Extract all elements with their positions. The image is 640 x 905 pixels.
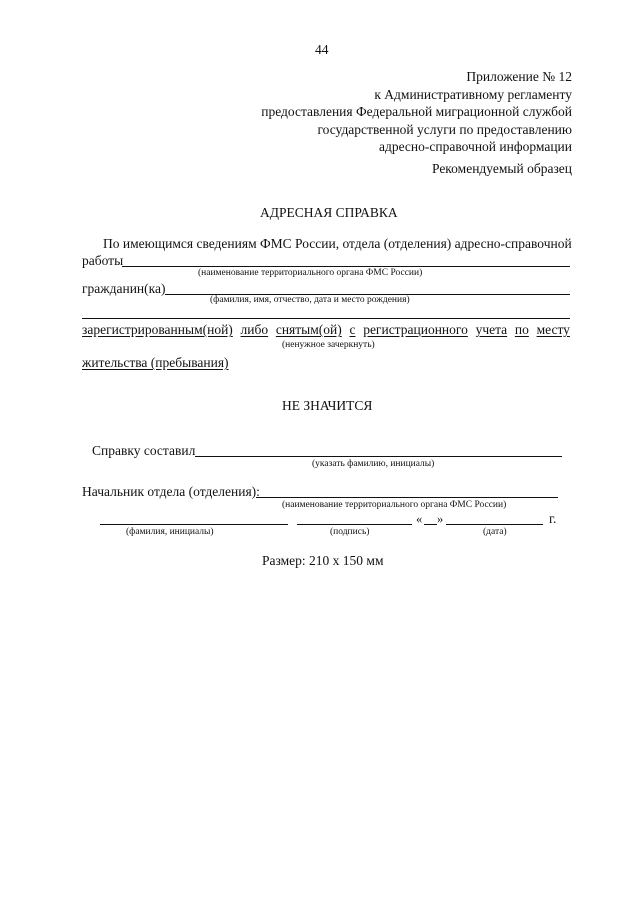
quote-open: « [416, 512, 423, 526]
registration-line-2: жительства (пребывания) [82, 355, 229, 370]
chief-field-hint: (наименование территориального органа ФМС России) [282, 500, 507, 510]
registration-word: зарегистрированным(ной) [82, 322, 233, 337]
citizen-field-hint: (фамилия, имя, отчество, дата и место рождения) [210, 295, 410, 305]
registration-word: по [514, 322, 529, 337]
signature-field-hint: (подпись) [330, 527, 370, 537]
registration-word: учета [475, 322, 508, 337]
compiled-field-hint: (указать фамилию, инициалы) [312, 459, 435, 469]
appendix-line-4: государственной услуги по предоставлению [317, 121, 572, 137]
compiled-field-line[interactable] [195, 456, 562, 457]
chief-field-line[interactable] [256, 497, 558, 498]
chief-label: Начальник отдела (отделения): [82, 484, 260, 499]
document-title: АДРЕСНАЯ СПРАВКА [260, 205, 398, 220]
signature-field-line[interactable] [297, 524, 412, 525]
work-field-line[interactable] [122, 266, 570, 267]
name-field-line[interactable] [100, 524, 288, 525]
appendix-line-2: к Административному регламенту [374, 86, 572, 102]
work-field-hint: (наименование территориального органа ФМС России) [198, 268, 423, 278]
registration-word: либо [240, 322, 269, 337]
appendix-line-5: адресно-справочной информации [378, 139, 572, 154]
date-field-line[interactable] [446, 524, 543, 525]
intro-line-1: По имеющимся сведениям ФМС России, отдела (отделения) адресно-справочной [103, 236, 572, 251]
compiled-label: Справку составил [92, 443, 196, 458]
citizen-label: гражданин(ка) [82, 281, 166, 296]
quote-close: » [437, 512, 444, 526]
appendix-block [261, 68, 572, 156]
appendix-line-3: предоставления Федеральной миграционной службой [261, 104, 572, 119]
registration-hint: (ненужное зачеркнуть) [282, 340, 375, 350]
work-label: работы [82, 253, 124, 268]
name-field-hint: (фамилия, инициалы) [126, 527, 214, 537]
registration-line-1 [82, 322, 570, 338]
recommended-sample: Рекомендуемый образец [431, 161, 572, 176]
registration-word: месту [536, 322, 570, 337]
registration-word: с [349, 322, 356, 337]
year-suffix: г. [549, 511, 557, 526]
day-field-line[interactable] [424, 524, 437, 525]
status-text: НЕ ЗНАЧИТСЯ [282, 398, 373, 413]
date-field-hint: (дата) [483, 527, 507, 537]
size-note: Размер: 210 х 150 мм [262, 553, 384, 568]
citizen-field-line-2[interactable] [82, 318, 570, 319]
page-number: 44 [315, 42, 329, 57]
registration-word: регистрационного [363, 322, 468, 337]
appendix-line-1: Приложение № 12 [466, 69, 572, 84]
registration-word: снятым(ой) [275, 322, 342, 337]
